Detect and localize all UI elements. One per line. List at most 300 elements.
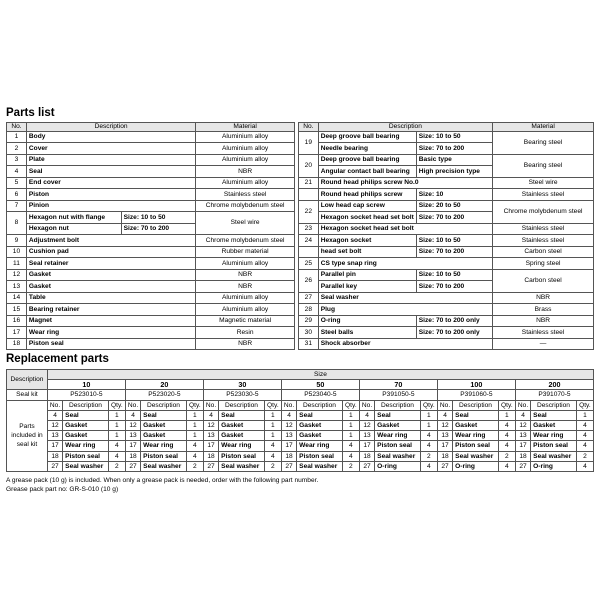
- rp-item-description: Wear ring: [375, 431, 421, 441]
- rp-item-description: Gasket: [297, 421, 343, 431]
- part-no: [299, 246, 319, 258]
- rp-item-description: O-ring: [531, 461, 577, 471]
- rp-item-qty: 2: [420, 451, 437, 461]
- rp-item-qty: 2: [342, 461, 359, 471]
- rp-item-description: Seal: [141, 410, 187, 420]
- part-size: Size: 70 to 200: [121, 223, 196, 235]
- part-description: Parallel pin: [318, 269, 416, 281]
- part-no: [299, 189, 319, 201]
- rp-item-no: 4: [437, 410, 452, 420]
- rp-col-no: No.: [437, 400, 452, 410]
- part-size: Size: 10 to 50: [121, 212, 196, 224]
- part-material: NBR: [493, 315, 594, 327]
- part-no: 11: [7, 258, 27, 270]
- rp-item-qty: 4: [186, 451, 203, 461]
- rp-item-description: Piston seal: [297, 451, 343, 461]
- rp-item-description: Seal washer: [141, 461, 187, 471]
- part-row: [299, 304, 594, 316]
- rp-item-qty: 4: [498, 441, 515, 451]
- grease-part-no: Grease pack part no: GR-S-010 (10 g): [6, 486, 119, 493]
- part-material: Stainless steel: [493, 235, 594, 247]
- rp-item-description: Gasket: [63, 431, 109, 441]
- rp-item-description: Gasket: [375, 421, 421, 431]
- part-no: 13: [7, 281, 27, 293]
- part-description: Piston seal: [26, 338, 195, 350]
- part-description: Wear ring: [26, 327, 195, 339]
- rp-item-no: 27: [359, 461, 374, 471]
- rp-item-no: 12: [359, 421, 374, 431]
- rp-item-description: Seal washer: [219, 461, 265, 471]
- rp-item-qty: 1: [108, 410, 125, 420]
- rp-col-qty: Qty.: [264, 400, 281, 410]
- part-row: [299, 154, 594, 166]
- part-description: Gasket: [26, 269, 195, 281]
- rp-row: [7, 410, 594, 420]
- part-size: Size: 20 to 50: [416, 200, 492, 212]
- rp-seal-kit-number: P391060-5: [437, 390, 515, 400]
- part-size: Size: 10 to 50: [416, 269, 492, 281]
- rp-item-no: 13: [47, 431, 62, 441]
- rp-col-description: Description: [453, 400, 499, 410]
- rp-item-description: Seal: [219, 410, 265, 420]
- rp-item-qty: 1: [264, 431, 281, 441]
- parts-list-title: Parts list: [6, 107, 55, 119]
- part-row: [7, 131, 295, 143]
- part-size: Size: 10 to 50: [416, 131, 492, 143]
- rp-item-qty: 1: [498, 410, 515, 420]
- part-description: Low head cap screw: [318, 200, 416, 212]
- part-description: Adjustment bolt: [26, 235, 195, 247]
- rp-item-qty: 4: [576, 421, 593, 431]
- part-description: Cover: [26, 143, 195, 155]
- rp-item-no: 12: [203, 421, 218, 431]
- part-no: 22: [299, 200, 319, 223]
- rp-item-no: 13: [515, 431, 530, 441]
- replacement-parts-title: Replacement parts: [6, 353, 109, 365]
- part-no: 23: [299, 223, 319, 235]
- col-material: Material: [196, 123, 295, 132]
- part-row: [299, 246, 594, 258]
- rp-item-no: 17: [281, 441, 296, 451]
- part-row: [7, 292, 295, 304]
- rp-col-no: No.: [125, 400, 140, 410]
- part-no: 26: [299, 269, 319, 292]
- rp-item-description: Seal washer: [375, 451, 421, 461]
- rp-row: [7, 431, 594, 441]
- part-material: Bearing steel: [493, 154, 594, 177]
- part-row: [7, 235, 295, 247]
- part-description: Body: [26, 131, 195, 143]
- rp-item-description: Gasket: [141, 431, 187, 441]
- rp-item-description: Gasket: [297, 431, 343, 441]
- part-no: 1: [7, 131, 27, 143]
- part-row: [7, 166, 295, 178]
- rp-item-qty: 1: [342, 410, 359, 420]
- part-row: [7, 189, 295, 201]
- part-size: Size: 70 to 200 only: [416, 327, 492, 339]
- rp-item-no: 17: [515, 441, 530, 451]
- rp-item-no: 18: [47, 451, 62, 461]
- part-description: Hexagon socket head set bolt: [318, 223, 492, 235]
- rp-seal-kit-number: P391070-5: [515, 390, 593, 400]
- part-no: 27: [299, 292, 319, 304]
- part-no: 16: [7, 315, 27, 327]
- part-material: Magnetic material: [196, 315, 295, 327]
- rp-item-no: 18: [281, 451, 296, 461]
- rp-item-qty: 4: [342, 441, 359, 451]
- part-material: NBR: [196, 281, 295, 293]
- part-size: Size: 70 to 200: [416, 212, 492, 224]
- part-material: Stainless steel: [196, 189, 295, 201]
- part-row: [299, 235, 594, 247]
- rp-size-value: 50: [281, 380, 359, 390]
- part-description: Hexagon socket: [318, 235, 416, 247]
- rp-item-no: 17: [359, 441, 374, 451]
- part-no: 6: [7, 189, 27, 201]
- part-row: [7, 154, 295, 166]
- part-description: CS type snap ring: [318, 258, 492, 270]
- rp-item-description: Gasket: [219, 431, 265, 441]
- part-no: 4: [7, 166, 27, 178]
- part-description: Needle bearing: [318, 143, 416, 155]
- part-no: 2: [7, 143, 27, 155]
- part-no: 30: [299, 327, 319, 339]
- rp-item-qty: 4: [576, 461, 593, 471]
- rp-item-no: 12: [281, 421, 296, 431]
- rp-item-description: Piston seal: [531, 441, 577, 451]
- rp-item-no: 13: [359, 431, 374, 441]
- part-row: [299, 269, 594, 281]
- rp-item-description: Wear ring: [531, 431, 577, 441]
- part-description: Seal: [26, 166, 195, 178]
- part-material: Stainless steel: [493, 189, 594, 201]
- rp-item-description: Wear ring: [297, 441, 343, 451]
- rp-col-no: No.: [281, 400, 296, 410]
- rp-item-description: Gasket: [453, 421, 499, 431]
- part-material: Chrome molybdenum steel: [493, 200, 594, 223]
- part-description: Parallel key: [318, 281, 416, 293]
- part-no: 24: [299, 235, 319, 247]
- rp-item-no: 27: [125, 461, 140, 471]
- rp-item-no: 17: [203, 441, 218, 451]
- rp-item-qty: 4: [576, 431, 593, 441]
- part-no: 28: [299, 304, 319, 316]
- part-description: Angular contact ball bearing: [318, 166, 416, 178]
- rp-item-description: Seal washer: [297, 461, 343, 471]
- rp-item-no: 17: [437, 441, 452, 451]
- part-row: [7, 143, 295, 155]
- part-no: 29: [299, 315, 319, 327]
- part-material: Stainless steel: [493, 327, 594, 339]
- part-material: NBR: [196, 338, 295, 350]
- rp-row: [7, 441, 594, 451]
- part-size: Size: 70 to 200: [416, 281, 492, 293]
- part-material: NBR: [493, 292, 594, 304]
- rp-col-no: No.: [515, 400, 530, 410]
- part-material: Carbon steel: [493, 246, 594, 258]
- part-row: [7, 200, 295, 212]
- part-description: Pinion: [26, 200, 195, 212]
- part-description: Hexagon nut with flange: [26, 212, 121, 224]
- parts-table-right: [298, 122, 594, 350]
- rp-item-description: Wear ring: [63, 441, 109, 451]
- rp-col-description: Description: [219, 400, 265, 410]
- rp-item-qty: 1: [186, 421, 203, 431]
- rp-item-qty: 4: [264, 451, 281, 461]
- rp-item-no: 13: [125, 431, 140, 441]
- rp-size-value: 100: [437, 380, 515, 390]
- part-material: Aluminium alloy: [196, 304, 295, 316]
- part-material: Aluminium alloy: [196, 177, 295, 189]
- rp-item-no: 4: [47, 410, 62, 420]
- rp-item-qty: 2: [498, 451, 515, 461]
- part-description: Plate: [26, 154, 195, 166]
- col-no: No.: [299, 123, 319, 132]
- part-description: Seal retainer: [26, 258, 195, 270]
- part-material: Steel wire: [196, 212, 295, 235]
- rp-size-value: 20: [125, 380, 203, 390]
- part-description: Steel balls: [318, 327, 416, 339]
- part-material: Spring steel: [493, 258, 594, 270]
- rp-item-qty: 1: [108, 421, 125, 431]
- rp-item-description: Wear ring: [141, 441, 187, 451]
- part-description: Seal washer: [318, 292, 492, 304]
- rp-item-no: 4: [203, 410, 218, 420]
- rp-item-description: Wear ring: [453, 431, 499, 441]
- part-description: Hexagon socket head set bolt: [318, 212, 416, 224]
- rp-seal-kit-number: P523010-5: [47, 390, 125, 400]
- rp-item-description: Seal: [375, 410, 421, 420]
- rp-item-no: 27: [203, 461, 218, 471]
- rp-item-no: 4: [515, 410, 530, 420]
- part-row: [299, 177, 594, 189]
- rp-col-description: Description: [375, 400, 421, 410]
- part-material: Chrome molybdenum steel: [196, 200, 295, 212]
- rp-item-description: Wear ring: [219, 441, 265, 451]
- part-no: 5: [7, 177, 27, 189]
- rp-col-qty: Qty.: [576, 400, 593, 410]
- rp-item-no: 4: [125, 410, 140, 420]
- part-material: Rubber material: [196, 246, 295, 258]
- rp-seal-kit-number: P523040-5: [281, 390, 359, 400]
- rp-col-qty: Qty.: [342, 400, 359, 410]
- rp-col-qty: Qty.: [420, 400, 437, 410]
- rp-col-description: Description: [297, 400, 343, 410]
- rp-item-description: Piston seal: [375, 441, 421, 451]
- part-row: [299, 338, 594, 350]
- rp-item-no: 27: [437, 461, 452, 471]
- part-material: Resin: [196, 327, 295, 339]
- col-material: Material: [493, 123, 594, 132]
- rp-item-description: Piston seal: [453, 441, 499, 451]
- part-material: Carbon steel: [493, 269, 594, 292]
- part-row: [299, 131, 594, 143]
- rp-item-description: Piston seal: [63, 451, 109, 461]
- rp-item-no: 18: [125, 451, 140, 461]
- rp-item-qty: 4: [186, 441, 203, 451]
- rp-item-qty: 4: [498, 421, 515, 431]
- part-row: [299, 189, 594, 201]
- rp-description-header: Description: [7, 370, 48, 390]
- part-material: Brass: [493, 304, 594, 316]
- rp-item-qty: 1: [108, 431, 125, 441]
- part-no: 17: [7, 327, 27, 339]
- part-no: 15: [7, 304, 27, 316]
- part-row: [7, 281, 295, 293]
- rp-item-description: O-ring: [453, 461, 499, 471]
- part-size: Basic type: [416, 154, 492, 166]
- rp-item-qty: 4: [420, 441, 437, 451]
- rp-col-description: Description: [531, 400, 577, 410]
- rp-item-no: 13: [281, 431, 296, 441]
- part-no: 8: [7, 212, 27, 235]
- part-no: 25: [299, 258, 319, 270]
- part-description: Deep groove ball bearing: [318, 154, 416, 166]
- rp-item-no: 13: [203, 431, 218, 441]
- part-row: [7, 304, 295, 316]
- rp-size-value: 70: [359, 380, 437, 390]
- rp-item-description: Seal: [531, 410, 577, 420]
- rp-item-qty: 2: [108, 461, 125, 471]
- rp-item-qty: 4: [342, 451, 359, 461]
- rp-seal-kit-number: P523020-5: [125, 390, 203, 400]
- rp-item-description: O-ring: [375, 461, 421, 471]
- part-size: High precision type: [416, 166, 492, 178]
- rp-item-qty: 1: [186, 410, 203, 420]
- replacement-parts-table: [6, 369, 594, 472]
- rp-col-no: No.: [359, 400, 374, 410]
- part-row: [299, 223, 594, 235]
- part-material: NBR: [196, 166, 295, 178]
- rp-item-no: 13: [437, 431, 452, 441]
- rp-col-qty: Qty.: [498, 400, 515, 410]
- part-description: O-ring: [318, 315, 416, 327]
- rp-seal-kit-number: P391050-5: [359, 390, 437, 400]
- rp-item-description: Seal washer: [63, 461, 109, 471]
- part-material: Aluminium alloy: [196, 131, 295, 143]
- rp-item-no: 18: [515, 451, 530, 461]
- part-material: Chrome molybdenum steel: [196, 235, 295, 247]
- part-material: Aluminium alloy: [196, 292, 295, 304]
- part-description: Hexagon nut: [26, 223, 121, 235]
- rp-item-qty: 2: [186, 461, 203, 471]
- rp-item-qty: 4: [108, 451, 125, 461]
- part-row: [7, 258, 295, 270]
- part-no: 19: [299, 131, 319, 154]
- part-row: [299, 292, 594, 304]
- rp-item-qty: 4: [108, 441, 125, 451]
- rp-item-no: 12: [437, 421, 452, 431]
- rp-size-value: 10: [47, 380, 125, 390]
- rp-col-qty: Qty.: [186, 400, 203, 410]
- rp-item-description: Gasket: [219, 421, 265, 431]
- rp-item-description: Seal washer: [531, 451, 577, 461]
- rp-item-qty: 2: [576, 451, 593, 461]
- rp-item-description: Piston seal: [141, 451, 187, 461]
- part-no: 10: [7, 246, 27, 258]
- rp-col-description: Description: [63, 400, 109, 410]
- part-description: Piston: [26, 189, 195, 201]
- part-material: Stainless steel: [493, 223, 594, 235]
- part-row: [299, 327, 594, 339]
- rp-item-description: Gasket: [531, 421, 577, 431]
- parts-table-left: [6, 122, 295, 350]
- part-description: Bearing retainer: [26, 304, 195, 316]
- rp-col-description: Description: [141, 400, 187, 410]
- part-description: Shock absorber: [318, 338, 492, 350]
- part-material: Steel wire: [493, 177, 594, 189]
- rp-item-description: Gasket: [63, 421, 109, 431]
- part-row: [7, 177, 295, 189]
- part-row: [299, 315, 594, 327]
- rp-item-qty: 4: [498, 431, 515, 441]
- part-row: [299, 200, 594, 212]
- rp-item-qty: 1: [186, 431, 203, 441]
- rp-size-value: 200: [515, 380, 593, 390]
- part-row: [7, 315, 295, 327]
- rp-item-qty: 4: [264, 441, 281, 451]
- part-row: [299, 258, 594, 270]
- part-size: Size: 70 to 200: [416, 246, 492, 258]
- rp-item-qty: 1: [420, 410, 437, 420]
- part-no: 12: [7, 269, 27, 281]
- rp-item-qty: 4: [498, 461, 515, 471]
- rp-parts-included-label: Parts included in seal kit: [7, 400, 48, 471]
- part-description: Round head philips screw: [318, 189, 416, 201]
- rp-item-description: Seal: [453, 410, 499, 420]
- rp-col-no: No.: [203, 400, 218, 410]
- rp-item-no: 17: [47, 441, 62, 451]
- part-description: head set bolt: [318, 246, 416, 258]
- rp-item-no: 17: [125, 441, 140, 451]
- rp-seal-kit-label: Seal kit: [7, 390, 48, 400]
- rp-item-qty: 1: [420, 421, 437, 431]
- rp-seal-kit-number: P523030-5: [203, 390, 281, 400]
- part-material: Bearing steel: [493, 131, 594, 154]
- part-row: [7, 338, 295, 350]
- part-no: 14: [7, 292, 27, 304]
- rp-item-description: Piston seal: [219, 451, 265, 461]
- rp-item-no: 18: [203, 451, 218, 461]
- part-no: 31: [299, 338, 319, 350]
- rp-item-no: 12: [47, 421, 62, 431]
- part-row: [7, 212, 295, 224]
- rp-item-description: Seal: [297, 410, 343, 420]
- rp-item-qty: 1: [342, 421, 359, 431]
- part-material: Aluminium alloy: [196, 143, 295, 155]
- part-material: Aluminium alloy: [196, 258, 295, 270]
- rp-item-no: 4: [281, 410, 296, 420]
- rp-item-qty: 2: [264, 461, 281, 471]
- part-description: Deep groove ball bearing: [318, 131, 416, 143]
- part-size: Size: 10 to 50: [416, 235, 492, 247]
- col-description: Description: [26, 123, 195, 132]
- part-size: Size: 70 to 200 only: [416, 315, 492, 327]
- part-size: Size: 10: [416, 189, 492, 201]
- rp-item-description: Seal: [63, 410, 109, 420]
- rp-item-no: 12: [125, 421, 140, 431]
- rp-col-qty: Qty.: [108, 400, 125, 410]
- rp-size-header: Size: [47, 370, 593, 380]
- part-no: 21: [299, 177, 319, 189]
- part-description: Gasket: [26, 281, 195, 293]
- part-material: —: [493, 338, 594, 350]
- part-description: Plug: [318, 304, 492, 316]
- rp-size-value: 30: [203, 380, 281, 390]
- part-material: Aluminium alloy: [196, 154, 295, 166]
- part-row: [7, 327, 295, 339]
- rp-row: [7, 421, 594, 431]
